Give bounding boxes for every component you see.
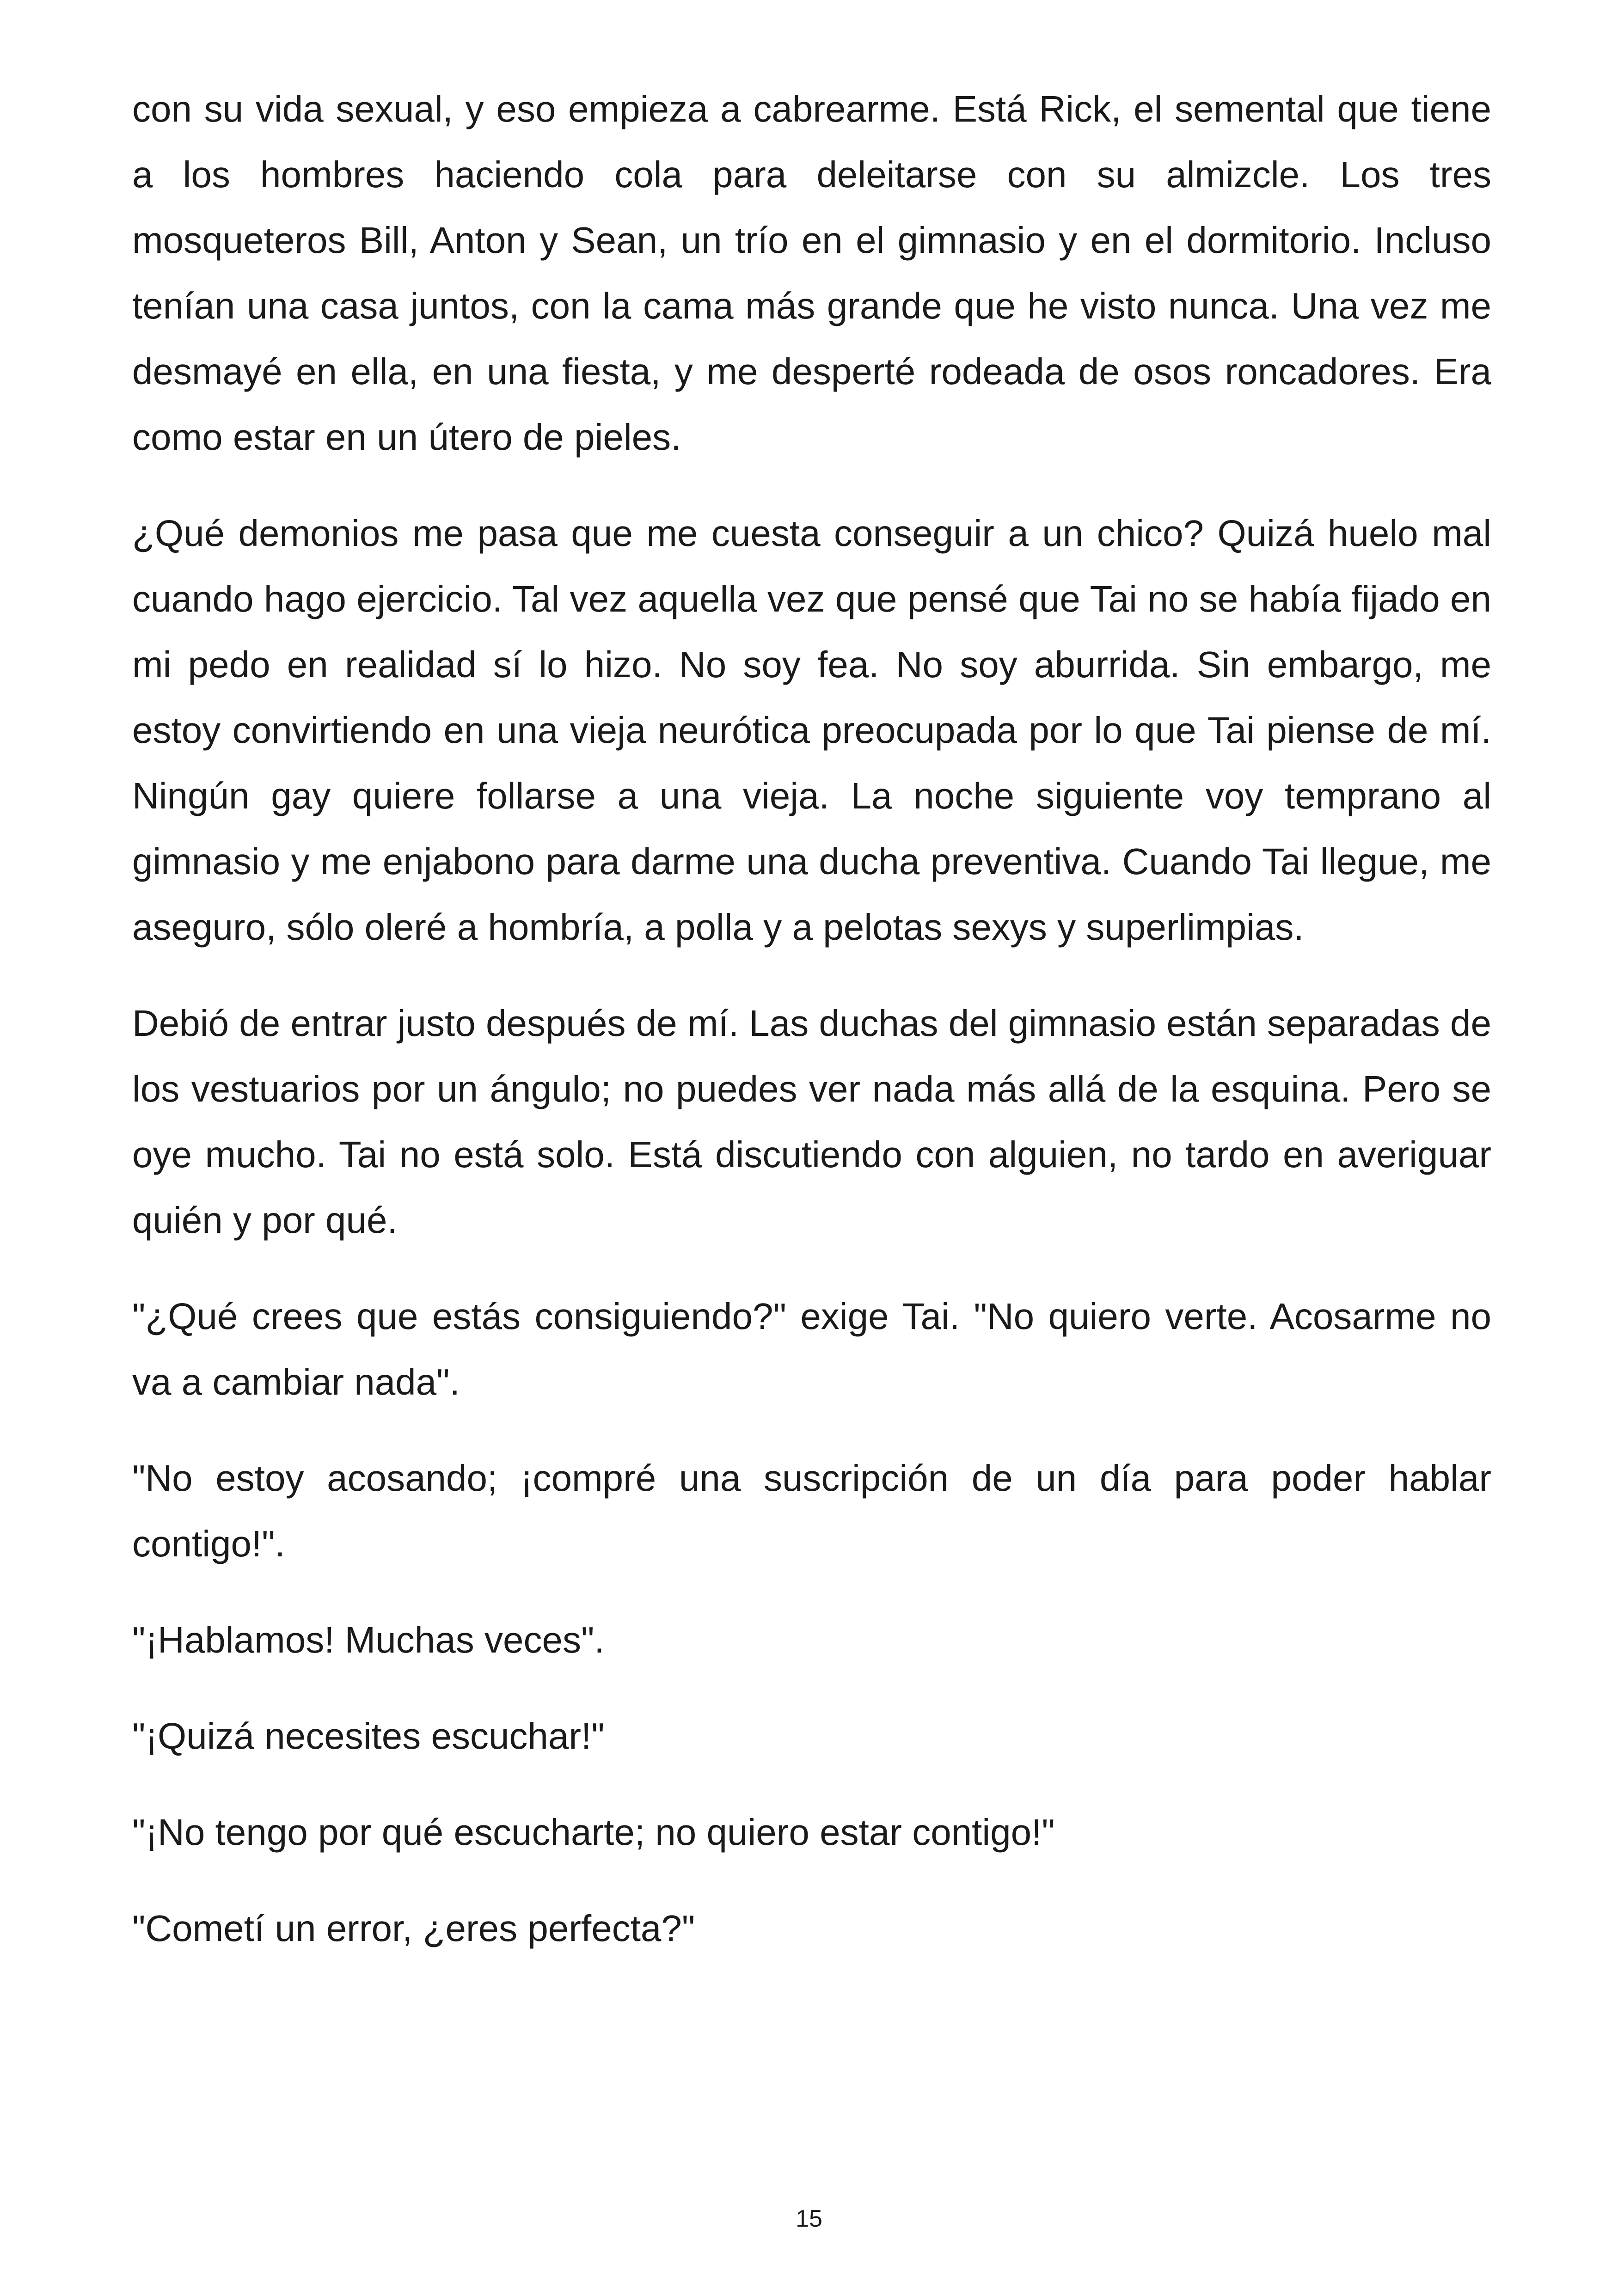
page-number: 15 [796, 2205, 822, 2232]
body-text [132, 76, 1491, 1992]
paragraph-5: "No estoy acosando; ¡compré una suscripción de un día para poder hablar contigo!". [132, 1457, 1491, 1564]
paragraph-6: "¡Hablamos! Muchas veces". [132, 1619, 605, 1660]
paragraph-3: Debió de entrar justo después de mí. Las duchas del gimnasio están separadas de los vestuarios por un ángulo; no puedes ver nada más allá de la esquina. Pero se oye mucho. Tai no está solo. Está discutiendo con alguien, no tardo en averiguar quién y por qué. [132, 1003, 1491, 1241]
paragraph-8: "¡No tengo por qué escucharte; no quiero estar contigo!" [132, 1812, 1055, 1853]
paragraph-2: ¿Qué demonios me pasa que me cuesta conseguir a un chico? Quizá huelo mal cuando hago ejercicio. Tal vez aquella vez que pensé que Tai no se había fijado en mi pedo en realidad sí lo hizo. No soy fea. No soy aburrida. Sin embargo, me estoy convirtiendo en una vieja neurótica preocupada por lo que Tai piense de mí. Ningún gay quiere follarse a una vieja. La noche siguiente voy temprano al gimnasio y me enjabono para darme una ducha preventiva. Cuando Tai llegue, me aseguro, sólo oleré a hombría, a polla y a pelotas sexys y superlimpias. [132, 513, 1491, 948]
paragraph-9: "Cometí un error, ¿eres perfecta?" [132, 1908, 695, 1949]
paragraph-7: "¡Quizá necesites escuchar!" [132, 1715, 605, 1757]
paragraph-4: "¿Qué crees que estás consiguiendo?" exige Tai. "No quiero verte. Acosarme no va a cambiar nada". [132, 1296, 1491, 1402]
paragraph-1: con su vida sexual, y eso empieza a cabrearme. Está Rick, el semental que tiene a los hombres haciendo cola para deleitarse con su almizcle. Los tres mosqueteros Bill, Anton y Sean, un trío en el gimnasio y en el dormitorio. Incluso tenían una casa juntos, con la cama más grande que he visto nunca. Una vez me desmayé en ella, en una fiesta, y me desperté rodeada de osos roncadores. Era como estar en un útero de pieles. [132, 88, 1491, 458]
